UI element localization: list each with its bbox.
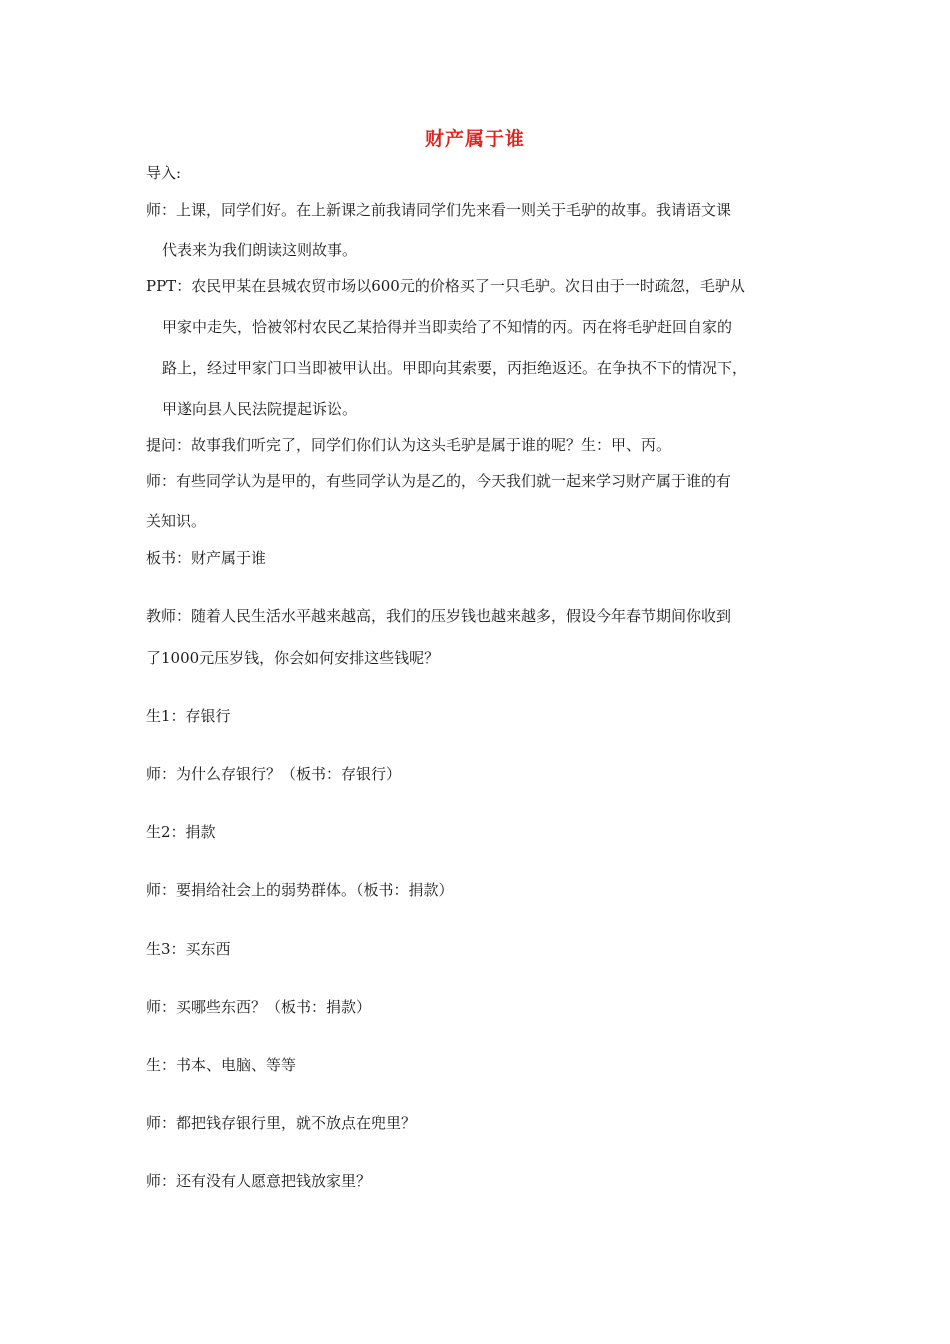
text-line: 甲家中走失，恰被邻村农民乙某拾得并当即卖给了不知情的丙。丙在将毛驴赶回自家的 [162, 318, 733, 336]
text-line: 生2：捐款 [146, 823, 216, 841]
text-line: 导入: [146, 164, 182, 182]
text-line: 代表来为我们朗读这则故事。 [162, 241, 358, 259]
text-line: 生：书本、电脑、等等 [146, 1056, 297, 1074]
text-line: 师：要捐给社会上的弱势群体。（板书：捐款） [146, 881, 454, 899]
text-line: 教师：随着人民生活水平越来越高，我们的压岁钱也越来越多，假设今年春节期间你收到 [146, 607, 732, 625]
text-line: 甲遂向县人民法院提起诉讼。 [162, 400, 358, 418]
text-line: 师：买哪些东西？（板书：捐款） [146, 998, 372, 1016]
text-line: 了1000元压岁钱，你会如何安排这些钱呢？ [146, 649, 440, 667]
text-line: PPT：农民甲某在县城农贸市场以600元的价格买了一只毛驴。次日由于一时疏忽，毛驴从 [146, 277, 745, 295]
text-line: 路上，经过甲家门口当即被甲认出。甲即向其索要，丙拒绝返还。在争执不下的情况下， [162, 359, 748, 377]
text-line: 生1：存银行 [146, 707, 231, 725]
text-line: 生3：买东西 [146, 940, 231, 958]
document-title: 财产属于谁 [424, 128, 525, 150]
text-line: 师：还有没有人愿意把钱放家里？ [146, 1172, 372, 1190]
text-line: 师：为什么存银行？（板书：存银行） [146, 765, 402, 783]
text-line: 师：上课，同学们好。在上新课之前我请同学们先来看一则关于毛驴的故事。我请语文课 [146, 201, 732, 219]
text-line: 师：都把钱存银行里，就不放点在兜里？ [146, 1114, 417, 1132]
text-line: 关知识。 [146, 512, 207, 530]
text-line: 提问：故事我们听完了，同学们你们认为这头毛驴是属于谁的呢？生：甲、丙。 [146, 436, 672, 454]
text-line: 师：有些同学认为是甲的，有些同学认为是乙的，今天我们就一起来学习财产属于谁的有 [146, 472, 732, 490]
text-line: 板书：财产属于谁 [146, 549, 267, 567]
